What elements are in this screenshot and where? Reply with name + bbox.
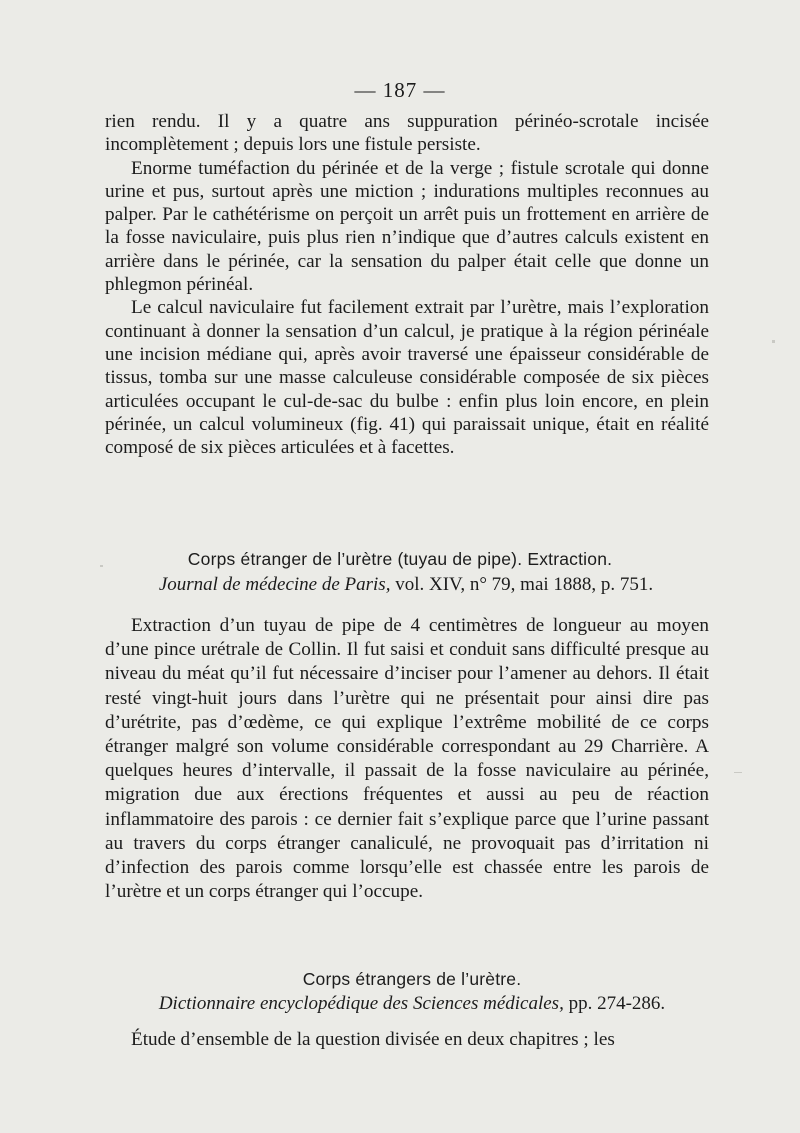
paragraph: Enorme tuméfaction du périnée et de la verge ; fistule scrotale qui donne urine et pus, surtout après une miction ; indurations multiples reconnues au palper. Par le cathétérisme on perçoit un arrêt puis un frottement en arrière de la fosse naviculaire, puis plus rien n’indique que d’autres calculs existent en arrière dans le périnée, car la sensation du palper était celle que donne un phlegmon périnéal. xyxy=(105,157,709,296)
section-body xyxy=(105,614,709,904)
case-report-continuation xyxy=(105,110,709,459)
citation xyxy=(12,993,800,1015)
section-heading: Corps étranger de l’urètre (tuyau de pipe). Extraction. xyxy=(187,549,613,569)
scan-speck xyxy=(734,772,742,773)
scan-speck xyxy=(772,340,775,343)
paragraph: rien rendu. Il y a quatre ans suppuration périnéo-scrotale incisée incomplètement ; depuis lors une fistule persiste. xyxy=(105,111,709,156)
section-body xyxy=(105,1028,709,1051)
paragraph: Extraction d’un tuyau de pipe de 4 centimètres de longueur au moyen d’une pince urétrale de Collin. Il fut saisi et conduit sans difficulté presque au niveau du méat qu’il fut nécessaire d’inciser pour l’amener au dehors. Il était resté vingt-huit jours dans l’urètre qui ne présentait pour ainsi dire pas d’urétrite, pas d’œdème, ce qui explique l’extrême mobilité de ce corps étranger malgré son volume considérable correspondant au 29 Charrière. A quelques heures d’intervalle, il passait de la fosse naviculaire au périnée, migration due aux érections fréquentes et aussi au peu de réaction inflammatoire des parois : ce dernier fait s’explique parce que l’urine passant au travers du corps étranger canaliculé, ne provoquait pas d’irritation ni d’infection des parois comme lorsqu’elle est chassée entre les parois de l’urètre et un corps étranger qui l’occupe. xyxy=(105,615,709,903)
scan-speck xyxy=(100,565,103,567)
citation xyxy=(6,574,800,596)
page-number: — 187 — xyxy=(354,78,446,102)
paragraph: Étude d’ensemble de la question divisée en deux chapitres ; les xyxy=(131,1029,615,1050)
citation-details: pp. 274-286. xyxy=(563,993,666,1014)
citation-journal: Dictionnaire encyclopédique des Sciences médicales, xyxy=(158,993,564,1014)
citation-journal: Journal de médecine de Paris, xyxy=(158,574,391,595)
paragraph: Le calcul naviculaire fut facilement extrait par l’urètre, mais l’exploration continuant à donner la sensation d’un calcul, je pratique à la région périnéale une incision médiane qui, après avoir traversé une épaisseur considérable de tissus, tomba sur une masse calculeuse considérable composée de six pièces articulées occupant le cul-de-sac du bulbe : enfin plus loin encore, en plein périnée, un calcul volumineux (fig. 41) qui paraissait unique, était en réalité composé de six pièces articulées et à facettes. xyxy=(105,297,709,459)
citation-details: vol. XIV, n° 79, mai 1888, p. 751. xyxy=(390,574,654,595)
section-heading: Corps étrangers de l’urètre. xyxy=(302,969,522,989)
